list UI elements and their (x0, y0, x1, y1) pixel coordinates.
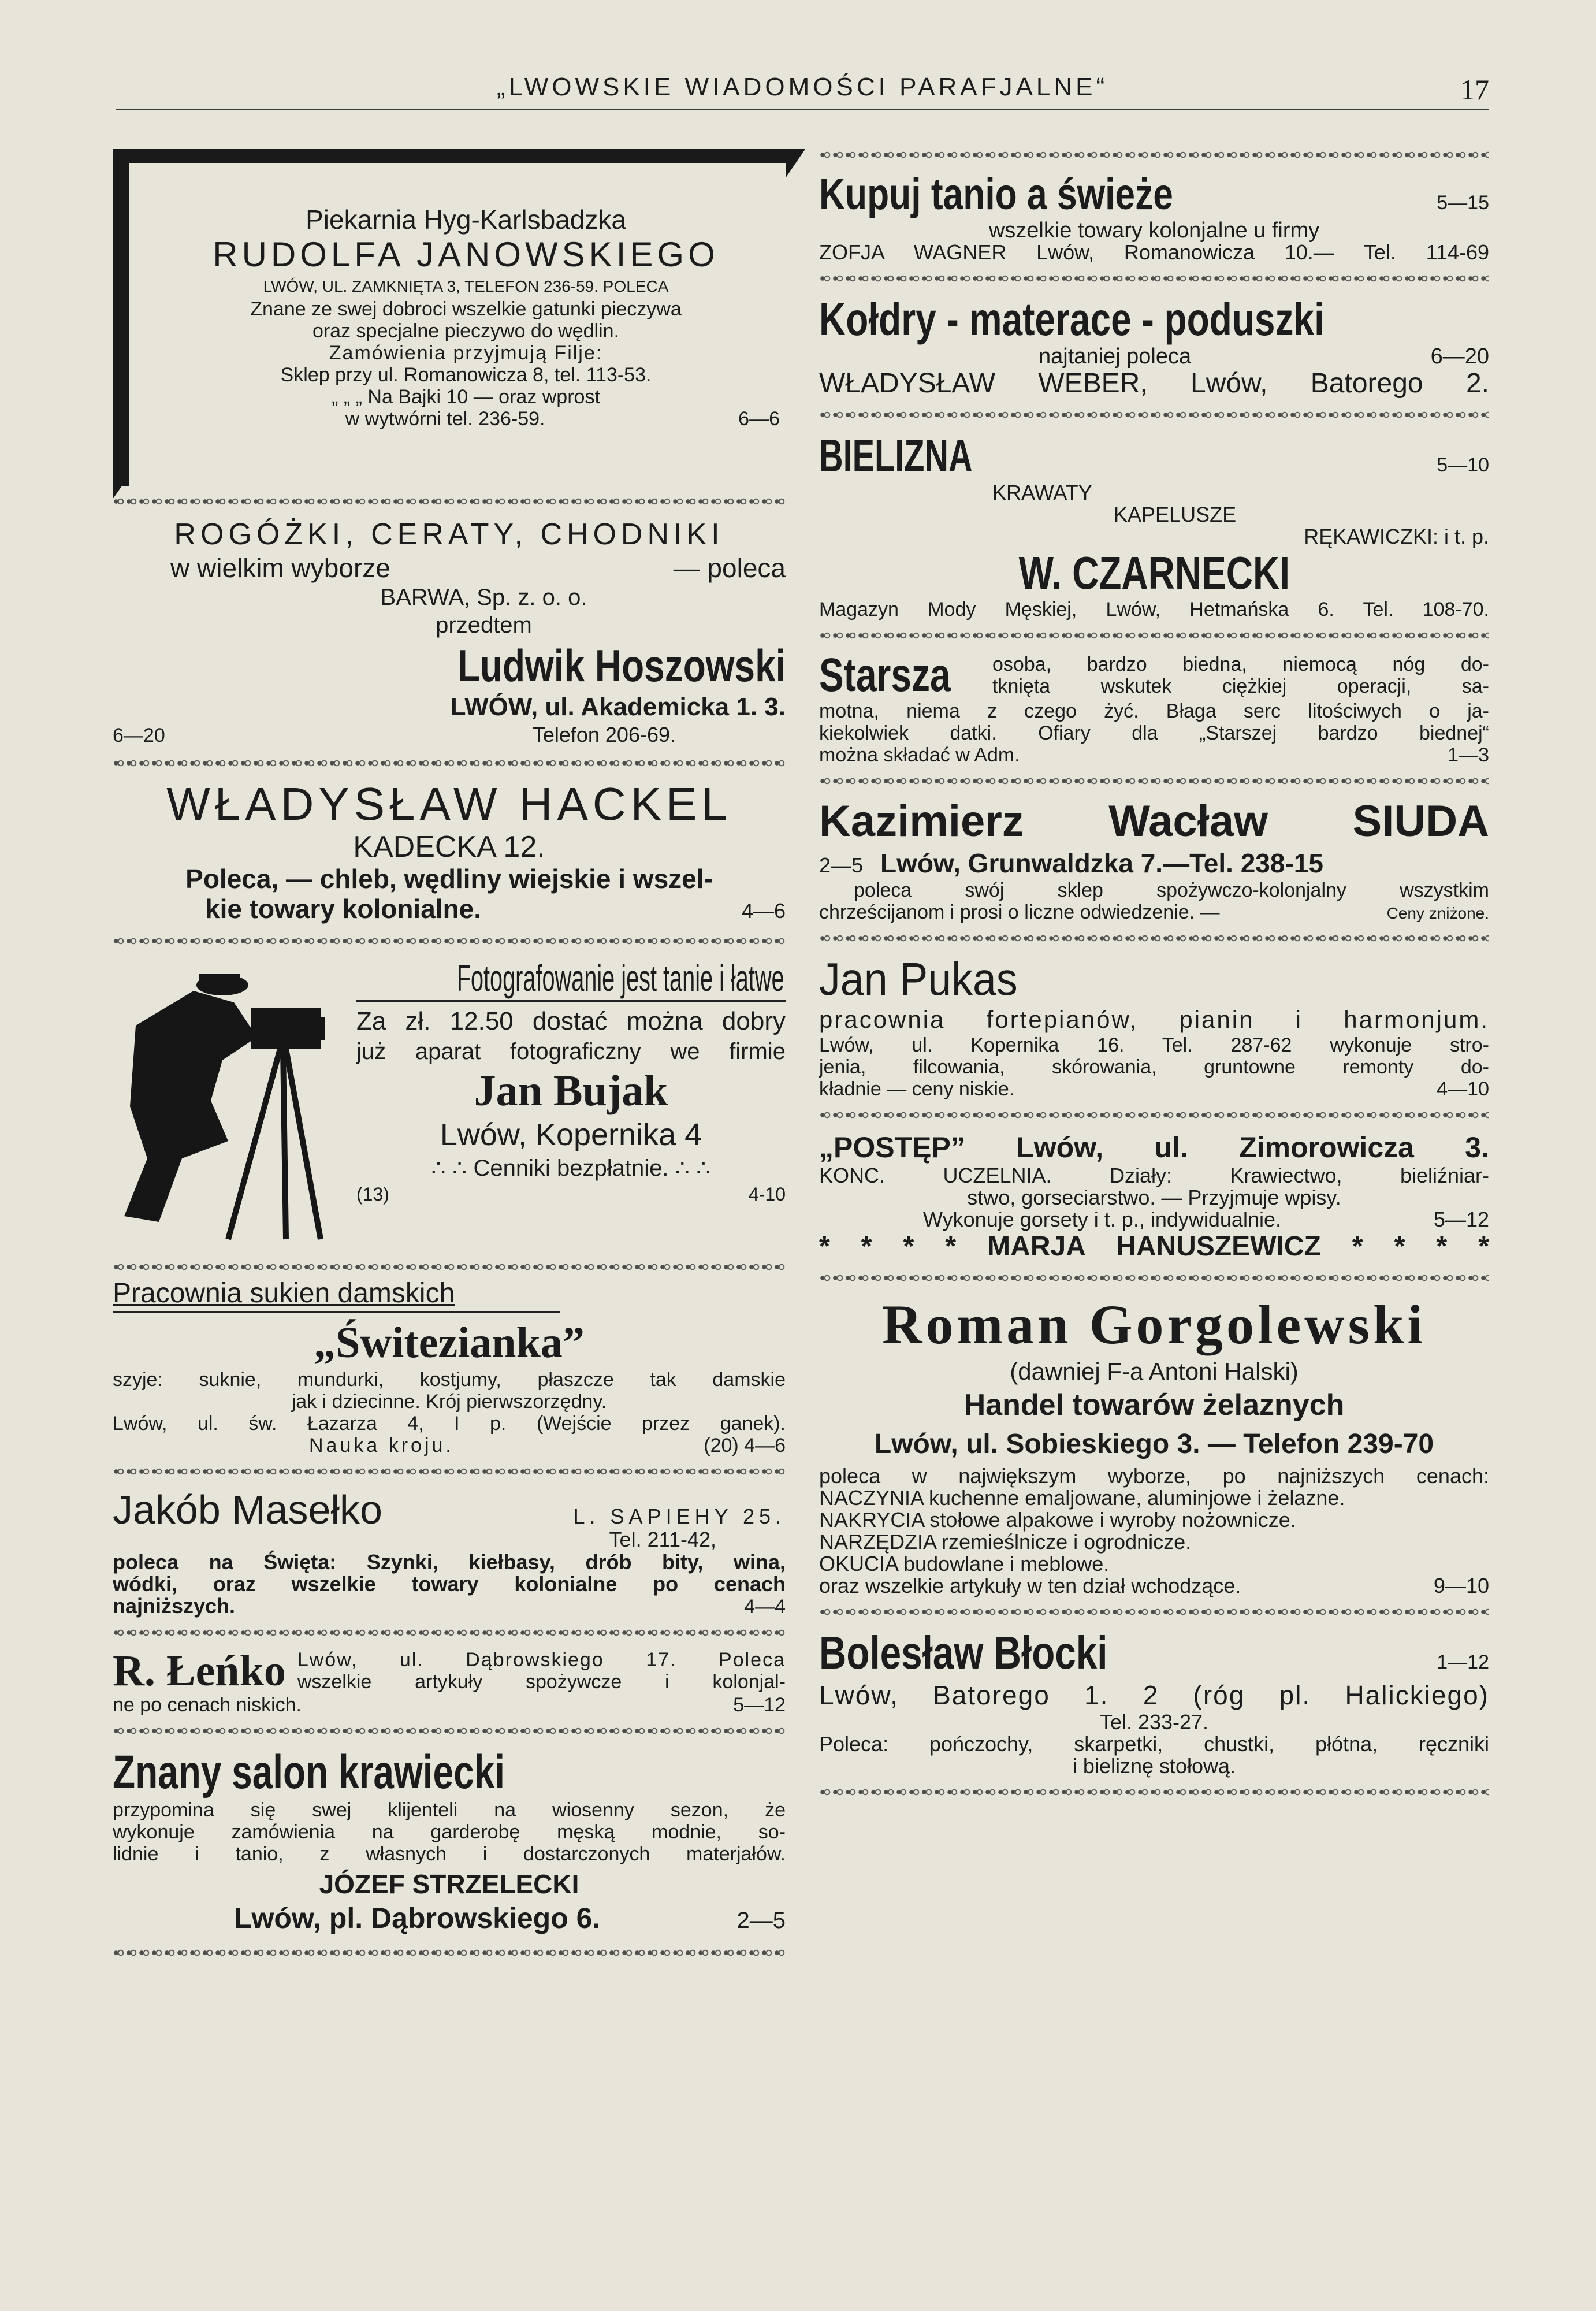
ad-text: NAKRYCIA stołowe alpakowe i wyroby nożownicze. (819, 1508, 1296, 1532)
ad-note: Ceny zniżone. (1386, 904, 1489, 922)
photo-ad-text (356, 956, 786, 1206)
ad-address: Lwów, Batorego 1. 2 (róg pl. Halickiego) (819, 1680, 1489, 1710)
ad-text: w wytwórni tel. 236-59. (345, 408, 545, 430)
ad-phone: Tel. 233-27. (1099, 1710, 1209, 1734)
ad-item: KRAWATY (992, 481, 1092, 504)
ornament-divider (113, 757, 786, 769)
ornament-divider (819, 630, 1489, 641)
ad-name: W. CZARNECKI (1018, 547, 1290, 599)
ad-text: Magazyn Mody Męskiej, Lwów, Hetmańska 6. Tel. 108-70. (819, 599, 1489, 621)
ornament-divider (113, 496, 786, 507)
ad-name: Jakób Masełko (113, 1487, 382, 1532)
ad-czarnecki (819, 430, 1489, 621)
ad-name: Bolesław Błocki (819, 1627, 1108, 1678)
right-column (819, 149, 1489, 1807)
ad-code: 4—10 (1437, 1078, 1489, 1100)
ad-address: Lwów, pl. Dąbrowskiego 6. (234, 1902, 601, 1934)
ad-title: Pracownia sukien damskich (113, 1278, 455, 1309)
ad-address: Lwów, ul. Sobieskiego 3. — Telefon 239-70 (874, 1429, 1434, 1459)
ad-text: najniższych. (113, 1594, 236, 1618)
ad-wagner (819, 170, 1489, 263)
ad-text: Lwów, ul. Dąbrowskiego 17. Poleca (297, 1649, 786, 1671)
ad-title: Znany salon krawiecki (113, 1746, 505, 1799)
ad-lenko (113, 1648, 786, 1716)
ad-text: — poleca (673, 553, 786, 583)
ad-text: ∴ ∴ Cenniki bezpłatnie. ∴ ∴ (431, 1156, 711, 1181)
ad-code: 4—4 (744, 1596, 786, 1618)
ad-text: Nauka kroju. (309, 1435, 454, 1457)
ad-text: Poleca, — chleb, wędliny wiejskie i wszel- (185, 864, 713, 894)
ad-weber (819, 293, 1489, 400)
ad-text: tknięta wskutek ciężkiej operacji, sa- (992, 675, 1489, 697)
ad-title: Starsza (819, 649, 951, 701)
ad-text: stwo, gorseciarstwo. — Przyjmuje wpisy. (967, 1186, 1341, 1209)
page-header (116, 68, 1489, 110)
rule-line (113, 1311, 560, 1313)
ad-text: Za zł. 12.50 dostać można dobry (356, 1007, 786, 1035)
ad-text: Handel towarów żelaznych (963, 1388, 1345, 1422)
ornament-divider (113, 1725, 786, 1737)
ad-text: ne po cenach niskich. (113, 1694, 302, 1716)
ad-name: WŁADYSŁAW HACKEL (166, 778, 732, 830)
ad-siuda (819, 796, 1489, 923)
ad-address: KADECKA 12. (353, 830, 545, 864)
ad-text: i bieliznę stołową. (1072, 1754, 1236, 1778)
ad-text: (dawniej F-a Antoni Halski) (1010, 1358, 1299, 1385)
ornament-divider (113, 1947, 786, 1959)
ad-text: Lwów, ul. Kopernika 16. Tel. 287-62 wykonuje stro- (819, 1034, 1489, 1056)
ad-name: R. Łeńko (113, 1647, 286, 1695)
ad-piekarnia (113, 149, 786, 486)
ad-text: jenia, filcowania, skórowania, gruntowne remonty do- (819, 1056, 1489, 1078)
ad-text: Poleca: pończochy, skarpetki, chustki, płótna, ręczniki (819, 1732, 1489, 1756)
ad-address: LWÓW, ul. Akademicka 1. 3. (450, 693, 786, 721)
ad-title: Kupuj tanio a świeże (819, 170, 1173, 219)
ad-code: 5—10 (1437, 454, 1489, 476)
ad-starsza (819, 651, 1489, 766)
ad-text: jak i dziecinne. Krój pierwszorzędny. (291, 1391, 607, 1413)
ornament-divider (113, 1261, 786, 1273)
ad-text: kładnie — ceny niskie. (819, 1078, 1015, 1100)
ad-title: Piekarnia Hyg-Karlsbadzka (306, 205, 626, 235)
ornament-divider (113, 1627, 786, 1638)
ad-code: 6—6 (738, 408, 780, 430)
ad-text: osoba, bardzo biedna, niemocą nóg do- (992, 653, 1489, 675)
ad-hackel (113, 778, 786, 926)
ad-text: „ „ „ Na Bajki 10 — oraz wprost (332, 386, 600, 408)
ad-name: RUDOLFA JANOWSKIEGO (213, 235, 719, 274)
frame-ornament (786, 149, 805, 178)
ad-text: Znane ze swej dobroci wszelkie gatunki pieczywa (250, 298, 682, 320)
ad-text: pracownia fortepianów, pianin i harmonjum. (819, 1006, 1489, 1033)
ad-switezianka (113, 1277, 786, 1457)
ad-name: Jan Bujak (474, 1067, 668, 1115)
ornament-divider (819, 1786, 1489, 1798)
ad-bujak (113, 956, 786, 1257)
ornament-divider (819, 1272, 1489, 1284)
header-title: „LWOWSKIE WIADOMOŚCI PARAFJALNE“ (496, 73, 1108, 101)
ornament-divider (819, 409, 1489, 421)
ad-text: wykonuje zamówienia na garderobę męską modnie, so- (113, 1821, 786, 1843)
ad-text: Wykonuje gorsety i t. p., indywidualnie. (923, 1207, 1281, 1231)
ad-text: kiekolwiek datki. Ofiary dla „Starszej bardzo biednej“ (819, 722, 1489, 744)
ad-address: Lwów, Grunwaldzka 7.—Tel. 238-15 (880, 848, 1323, 878)
ornament-divider (819, 1109, 1489, 1121)
ad-text: Sklep przy ul. Romanowicza 8, tel. 113-53. (280, 364, 652, 386)
ad-text: przypomina się swej klijenteli na wiosenny sezon, że (113, 1799, 786, 1821)
ad-text: poleca swój sklep spożywczo-kolonjalny wszystkim (854, 879, 1489, 901)
ad-text: można składać w Adm. (819, 744, 1020, 766)
ad-name: JÓZEF STRZELECKI (319, 1869, 579, 1899)
ad-title: BIELIZNA (819, 430, 973, 481)
ad-name: „Świtezianka” (314, 1318, 585, 1367)
ad-title: ROGÓŻKI, CERATY, CHODNIKI (174, 518, 724, 551)
ad-code: 5—12 (733, 1694, 786, 1716)
ad-text: w wielkim wyborze (170, 553, 390, 583)
ad-title: Kołdry - materace - poduszki (819, 293, 1325, 345)
ad-text: poleca na Święta: Szynki, kiełbasy, drób bity, wina, (113, 1550, 786, 1574)
ad-blocki (819, 1627, 1489, 1777)
ad-code: 5—15 (1437, 192, 1489, 214)
ornament-divider (819, 273, 1489, 284)
ad-text: BARWA, Sp. z. o. o. (380, 585, 587, 610)
ad-text: wódki, oraz wszelkie towary kolonialne po cenach (113, 1572, 786, 1596)
ornament-divider (819, 932, 1489, 944)
ad-code: 1—3 (1448, 744, 1489, 766)
ad-code: 2—5 (736, 1908, 786, 1933)
ad-code: 6—20 (1430, 344, 1489, 369)
ad-address: L. SAPIEHY 25. (573, 1504, 786, 1528)
ad-address: Lwów, Kopernika 4 (440, 1117, 702, 1152)
ad-text: Lwów, ul. św. Łazarza 4, I p. (Wejście przez ganek). (113, 1413, 786, 1435)
ad-text: KONC. UCZELNIA. Działy: Krawiectwo, bieliźniar- (819, 1164, 1489, 1187)
ad-code: 4-10 (748, 1184, 786, 1205)
ad-text: już aparat fotograficzny we firmie (356, 1039, 786, 1064)
photographer-illustration (113, 968, 326, 1245)
ad-code: 1—12 (1437, 1651, 1489, 1673)
ad-gorgolewski (819, 1293, 1489, 1597)
ad-code: 6—20 (113, 724, 165, 746)
ad-name: * * * * MARJA HANUSZEWICZ * * * * (819, 1231, 1489, 1262)
ad-name: Ludwik Hoszowski (457, 640, 786, 691)
ad-pukas (819, 953, 1489, 1100)
ad-text: ZOFJA WAGNER Lwów, Romanowicza 10.— Tel. 114-69 (819, 240, 1489, 264)
ad-text: najtaniej poleca (1039, 344, 1192, 369)
ad-code: 2—5 (819, 853, 864, 877)
ad-text: motna, niema z czego żyć. Błaga serc litościwych o ja- (819, 700, 1489, 722)
ad-phone: Telefon 206-69. (532, 723, 676, 746)
ornament-divider (819, 775, 1489, 787)
ad-text: lidnie i tanio, z własnych i dostarczonych materjałów. (113, 1843, 786, 1865)
ornament-divider (819, 1606, 1489, 1618)
ad-text: wszelkie towary kolonjalne u firmy (988, 218, 1320, 243)
ad-text: oraz specjalne pieczywo do wędlin. (312, 320, 620, 342)
ad-phone: Tel. 211-42, (609, 1528, 716, 1551)
ad-text: chrześcijanom i prosi o liczne odwiedzenie. — (819, 901, 1220, 923)
ad-postep (819, 1130, 1489, 1263)
ornament-divider (113, 1466, 786, 1477)
ad-text: wszelkie artykuły spożywcze i kolonjal- (297, 1671, 786, 1693)
ad-text: WŁADYSŁAW WEBER, Lwów, Batorego 2. (819, 368, 1489, 399)
ad-maselko (113, 1487, 786, 1618)
ad-salon (113, 1746, 786, 1938)
ad-code: 4—6 (741, 899, 786, 923)
ornament-divider (113, 935, 786, 947)
ad-text: NACZYNIA kuchenne emaljowane, aluminjowe i żelazne. (819, 1486, 1345, 1510)
ad-name: Kazimierz Wacław SIUDA (819, 797, 1489, 846)
ad-name: Jan Pukas (819, 953, 1018, 1005)
ad-text: szyje: suknie, mundurki, kostjumy, płaszcze tak damskie (113, 1369, 786, 1391)
ad-item: RĘKAWICZKI: i t. p. (1304, 525, 1489, 548)
ad-text: przedtem (436, 612, 532, 638)
ad-text: oraz wszelkie artykuły w ten dział wchodzące. (819, 1574, 1241, 1597)
ad-text: Zamówienia przyjmują Filje: (329, 342, 603, 364)
ornament-divider (819, 149, 1489, 161)
ad-name: Roman Gorgolewski (882, 1294, 1426, 1355)
page-number: 17 (1460, 73, 1489, 106)
ad-text: NARZĘDZIA rzemieślnicze i ogrodnicze. (819, 1530, 1192, 1554)
ad-address: LWÓW, UL. ZAMKNIĘTA 3, TELEFON 236-59. POLECA (263, 277, 669, 295)
ad-text: OKUCIA budowlane i meblowe. (819, 1552, 1110, 1576)
ad-title: „POSTĘP” Lwów, ul. Zimorowicza 3. (819, 1131, 1489, 1164)
ad-text: kie towary kolonialne. (205, 894, 482, 924)
ad-item: KAPELUSZE (1114, 503, 1237, 526)
left-column (113, 149, 786, 1968)
ad-code: (20) 4—6 (704, 1435, 786, 1457)
ad-code: 9—10 (1433, 1574, 1489, 1597)
ad-text: poleca w największym wyborze, po najniższych cenach: (819, 1464, 1489, 1488)
ad-rogozki (113, 517, 786, 748)
ad-code: 5—12 (1433, 1207, 1489, 1231)
ad-headline: Fotografowanie jest tanie i łatwe (456, 957, 784, 999)
ad-number: (13) (356, 1184, 389, 1205)
